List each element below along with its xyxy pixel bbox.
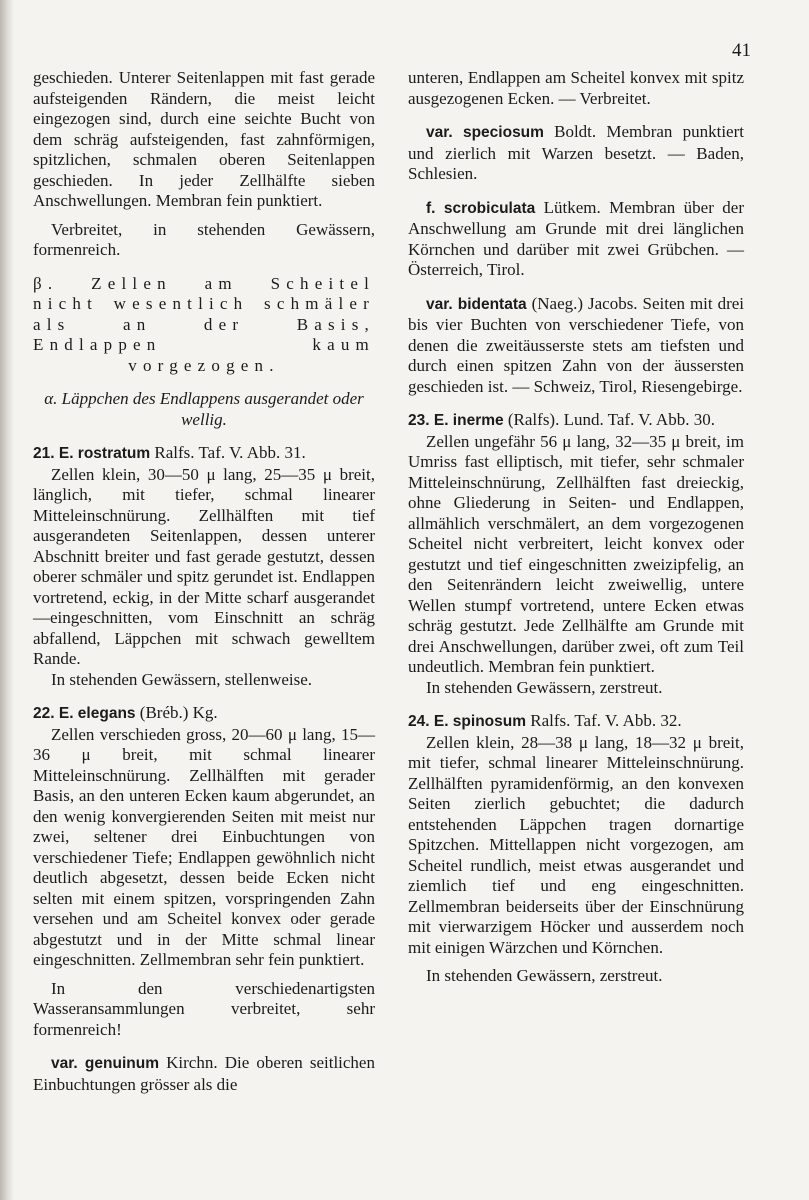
species-21-habitat: In stehenden Gewässern, stellenweise. [51,669,313,689]
species-entry-23-heading [408,410,744,432]
variety-speciosum-name: var. speciosum [426,124,544,141]
section-alpha-heading: α. Läppchen des Endlappens ausgerandet oder wellig. [44,389,364,429]
species-23-authority: (Ralfs). Lund. Taf. V. Abb. 30. [503,410,715,429]
variety-speciosum-text: Boldt. Membran punktiert und zierlich mit Warzen besetzt. — Baden, Schlesien. [408,122,744,183]
form-scrobiculata-name: f. scrobiculata [426,199,536,217]
species-entry-21-heading [33,443,375,465]
species-24-description: Zellen klein, 28—38 μ lang, 18—32 μ breit, mit tiefer, schmal linearer Mitteleinschnürung. Zellhälften pyramidenförmig, an den konvexen Seiten zierlich gebuchtet; die dadurch entstehenden Läppchen tragen dornartige Spitzchen. Mittellappen nicht vorgezogen, am Scheitel rundlich, meist etwas ausgerandet und ziemlich tief und eng eingeschnitten. Zellmembran beiderseits über der Einschnürung mit vierwarzigem Höcker und ausserdem noch mit einigen Wärzchen und Körnchen. [408,732,744,957]
variety-genuinum [33,1053,375,1095]
species-21-authority: Ralfs. Taf. V. Abb. 31. [150,443,306,462]
species-entry-24-heading [408,711,744,733]
page-number: 41 [732,40,751,61]
variety-bidentata-text: (Naeg.) Jacobs. Seiten mit drei bis vier Buchten von verschiedener Tiefe, von denen die zweitäusserste stets am tiefsten und durch einen spitzen Zahn von der äussersten geschieden ist. — Schweiz, Tirol, Riesengebirge. [408,293,744,396]
form-scrobiculata [408,198,744,281]
variety-genuinum-name: var. genuinum [51,1055,159,1072]
species-22-description: Zellen verschieden gross, 20—60 μ lang, 15—36 μ breit, mit schmal linearer Mitteleinschnürung. Zellhälften mit gerader Basis, an den unteren Ecken kaum abgerundet, an den wenig konvergierenden Seiten mit meist nur zwei, seltener drei Einbuchtungen von verschiedener Tiefe; Endlappen gewöhnlich nicht deutlich abgesetzt, dessen beide Ecken nicht selten mit einem spitzen, vorspringenden Zahn versehen und am Scheitel konvex oder gerade abgestutzt und in der Mitte schmal linear eingeschnitten. Zellmembran sehr fein punktiert. [33,724,375,969]
species-24-name: 24. E. spinosum [408,713,527,730]
right-column [408,68,744,987]
species-22-habitat: In den verschiedenartigsten Wasseransammlungen verbreitet, sehr formenreich! [33,978,375,1039]
species-21-description: Zellen klein, 30—50 μ lang, 25—35 μ breit, länglich, mit tiefer, schmal linearer Mitteleinschnürung. Zellhälften mit tief ausgerandeten Seitenlappen, dessen unterer Abschnitt breiter und fast gerade gestutzt, dessen oberer schmäler und spitz gerundet ist. Endlappen vortretend, eckig, in der Mitte scharf ausgerandet—eingeschnitten, vom Einschnitt an schräg abfallend, Läppchen mit schwach gewelltem Rande. [33,464,375,668]
variety-bidentata-name: var. bidentata [426,295,527,313]
species-24-authority: Ralfs. Taf. V. Abb. 32. [526,711,682,730]
species-24-habitat: In stehenden Gewässern, zerstreut. [426,966,663,985]
species-21-name: 21. E. rostratum [33,445,151,462]
species-23-habitat: In stehenden Gewässern, zerstreut. [426,677,663,697]
section-beta-heading: β. Zellen am Scheitel nicht wesentlich schmäler als an der Basis, Endlappen kaum vorgezogen. [33,273,375,375]
species-22-name: 22. E. elegans [33,705,136,722]
variety-genuinum-text: Kirchn. Die oberen seitlichen Einbuchtungen grösser als die [33,1053,375,1094]
variety-speciosum [408,122,744,185]
species-22-authority: (Bréb.) Kg. [135,703,218,722]
form-scrobiculata-text: Lütkem. Membran über der Anschwellung am Grunde mit drei länglichen Körnchen und darüber mit zwei Grübchen. — Österreich, Tirol. [408,197,744,279]
book-binding-edge [0,0,14,1200]
species-23-name: 23. E. inerme [408,412,504,429]
continued-paragraph: geschieden. Unterer Seitenlappen mit fast gerade aufsteigenden Rändern, die meist leicht eingezogen sind, durch eine seichte Bucht von dem schräg aufsteigenden, fast zahnförmigen, spitzlichen, schmalen oberen Seitenlappen geschieden. In jeder Zellhälfte sieben Anschwellungen. Membran fein punktiert. [33,68,375,210]
variety-bidentata [408,294,744,398]
left-column [33,68,375,1095]
species-23-description: Zellen ungefähr 56 μ lang, 32—35 μ breit, im Umriss fast elliptisch, mit tiefer, sehr schmaler Mitteleinschnürung, Zellhälften fast dreieckig, ohne Gliederung in Seiten- und Endlappen, allmählich verschmälert, an dem vorgezogenen Scheitel nicht verbreitert, leicht konvex oder gestutzt und tief eingeschnitten zweizipfelig, an den Seitenrändern leicht zweiwellig, untere Wellen stumpf vortretend, untere Ecken etwas schräg gestutzt. Jede Zellhälfte am Grunde mit drei Anschwellungen, darüber zwei, oft zum Teil undeutlich. Membran fein punktiert. [408,431,744,676]
habitat-note: Verbreitet, in stehenden Gewässern, formenreich. [33,219,375,259]
species-entry-22-heading [33,703,375,725]
continued-paragraph-right: unteren, Endlappen am Scheitel konvex mit spitz ausgezogenen Ecken. — Verbreitet. [408,68,744,108]
